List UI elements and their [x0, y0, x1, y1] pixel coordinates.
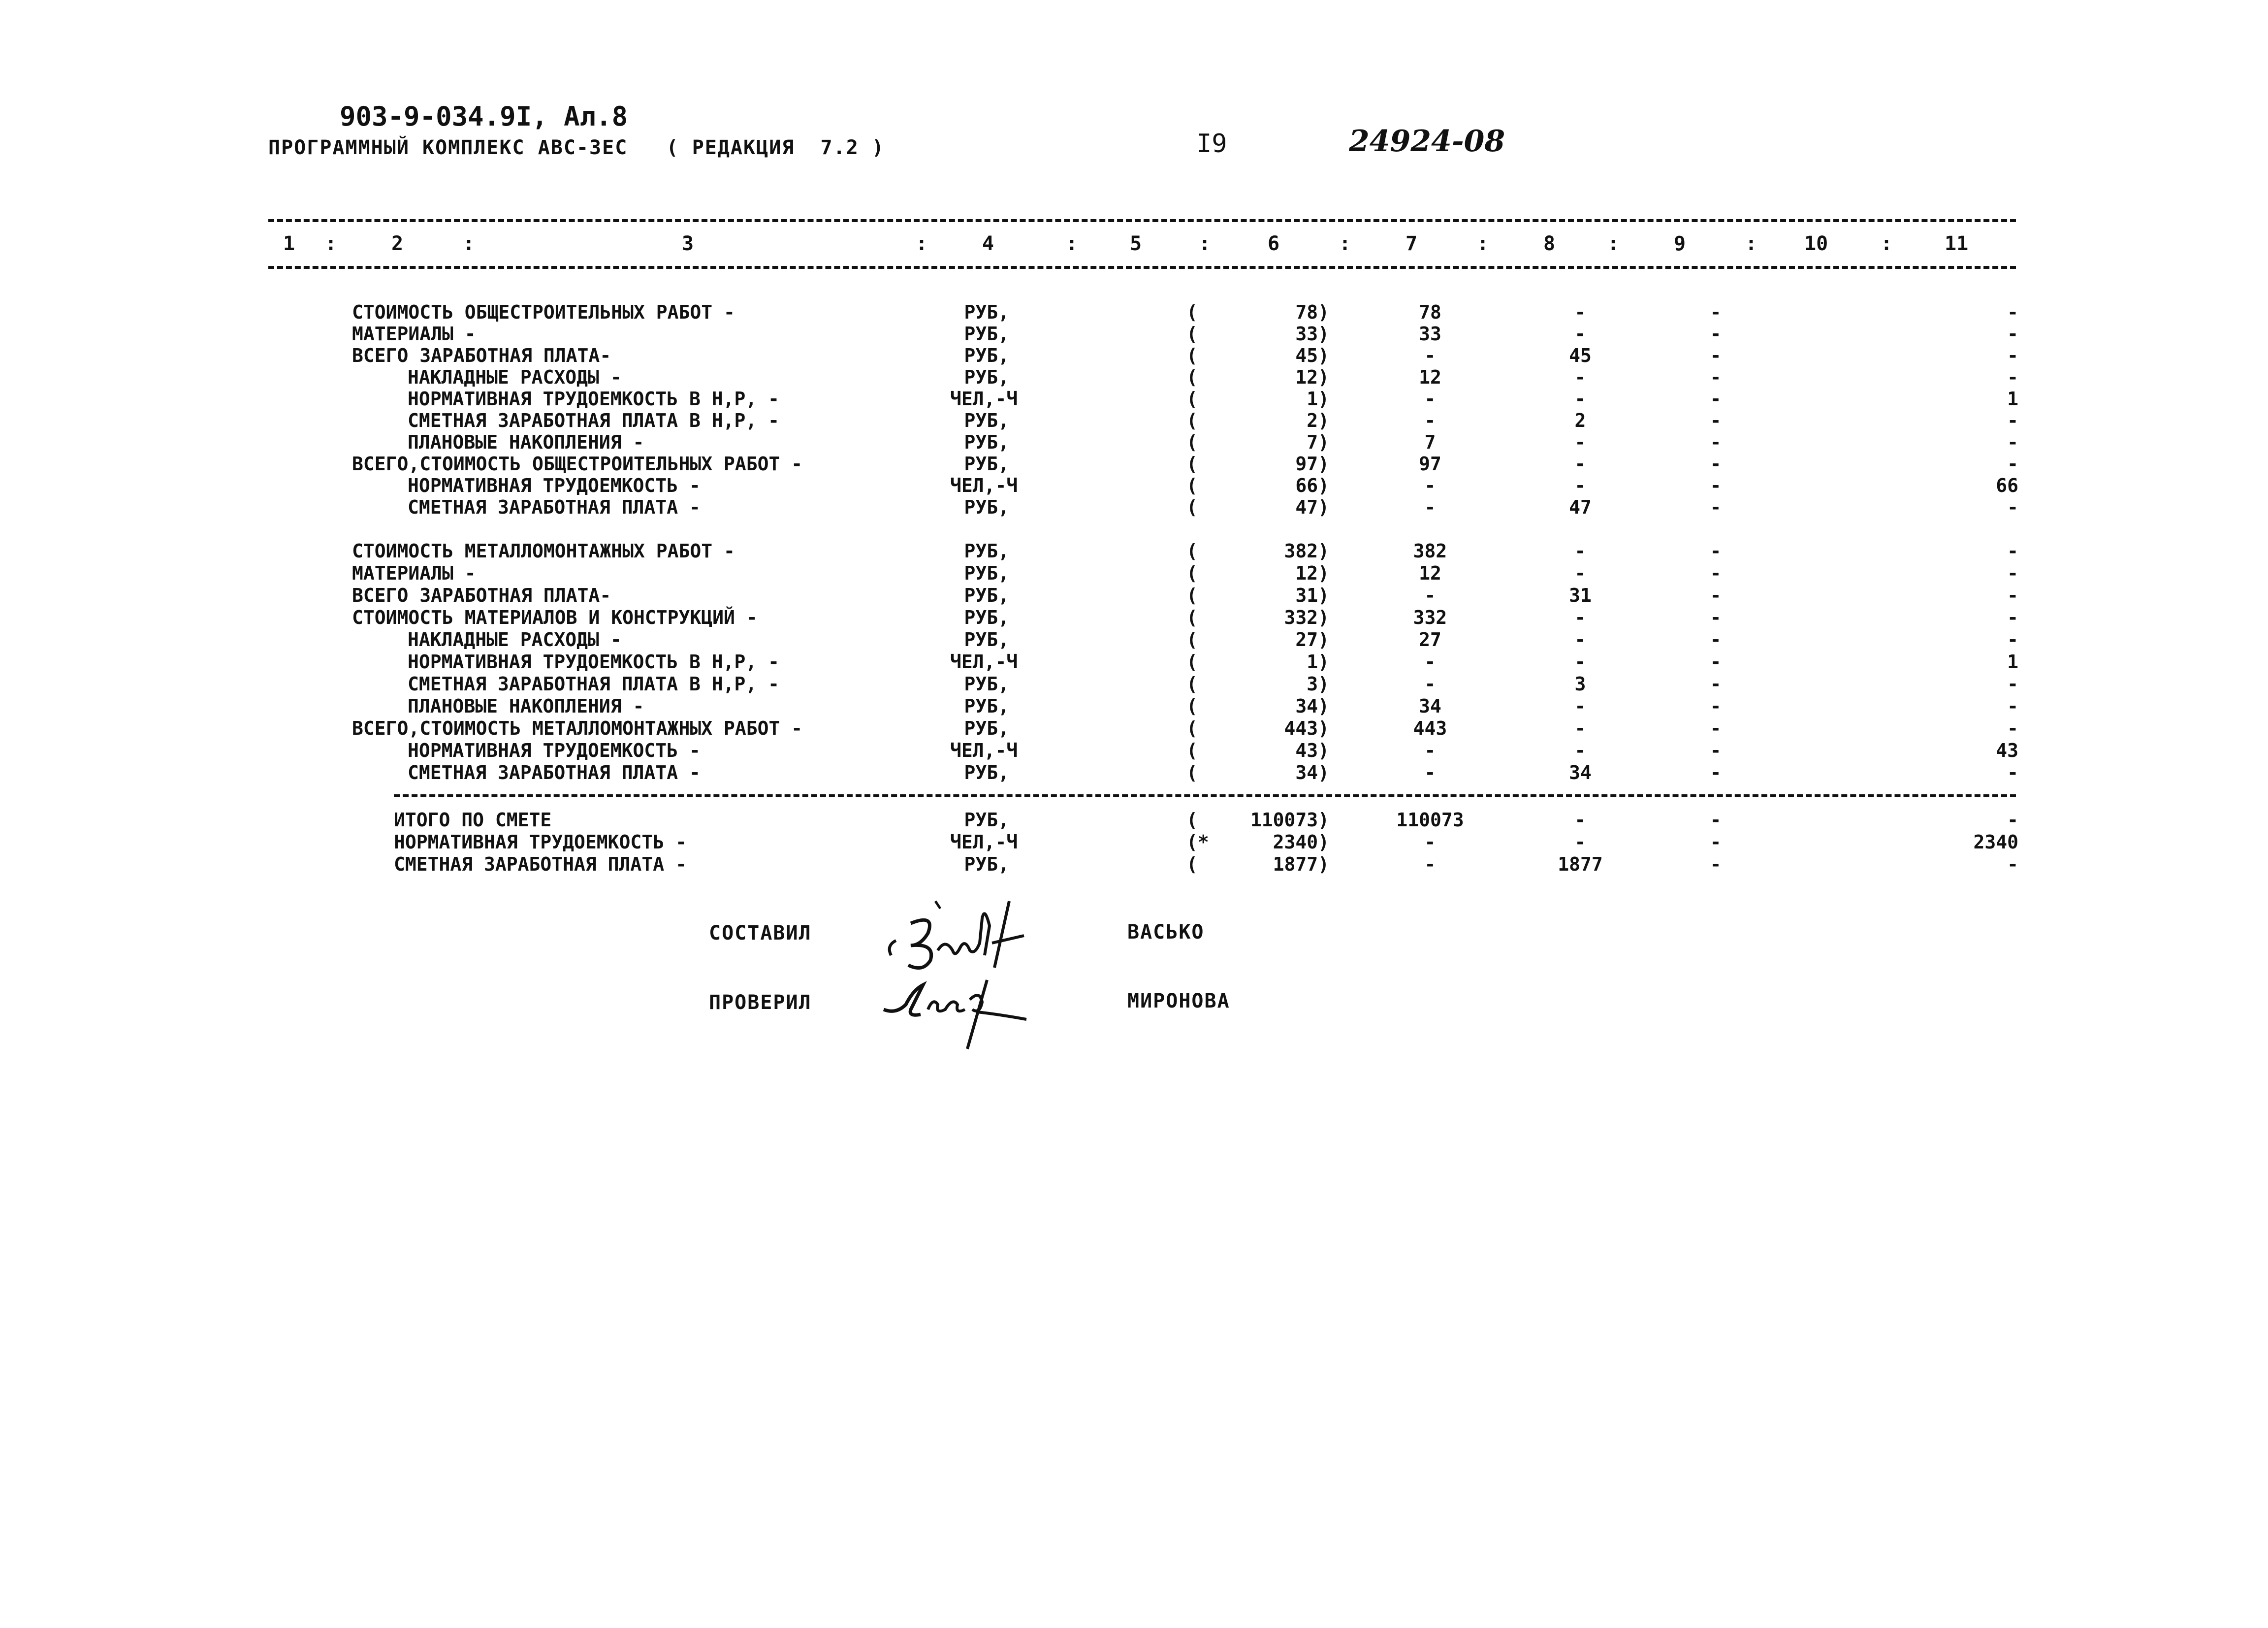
composed-by-label: СОСТАВИЛ	[709, 922, 812, 944]
table-row: НОРМАТИВНАЯ ТРУДОЕМКОСТЬ В Н,Р, - ЧЕЛ,-Ч ( 1) - - - 1	[408, 388, 2018, 410]
column-header: 7	[1406, 232, 1418, 255]
column-header: 3	[682, 232, 694, 255]
table-row: СМЕТНАЯ ЗАРАБОТНАЯ ПЛАТА - РУБ, ( 34) - 34 - -	[408, 762, 2018, 783]
checked-by-label: ПРОВЕРИЛ	[709, 991, 812, 1014]
totals-rule	[394, 794, 2016, 797]
table-row: ПЛАНОВЫЕ НАКОПЛЕНИЯ - РУБ, ( 34) 34 - - -	[408, 695, 2018, 717]
top-rule	[268, 219, 2016, 222]
table-row: ПЛАНОВЫЕ НАКОПЛЕНИЯ - РУБ, ( 7) 7 - - -	[408, 431, 2018, 453]
column-header: 10	[1804, 232, 1828, 255]
table-row: ВСЕГО ЗАРАБОТНАЯ ПЛАТА- РУБ, ( 31) - 31 - -	[352, 585, 2018, 606]
column-header: 11	[1945, 232, 1969, 255]
column-header: 1	[283, 232, 295, 255]
table-row: ВСЕГО,СТОИМОСТЬ ОБЩЕСТРОИТЕЛЬНЫХ РАБОТ - РУБ, ( 97) 97 - - -	[352, 453, 2018, 475]
table-row: МАТЕРИАЛЫ - РУБ, ( 33) 33 - - -	[352, 323, 2018, 345]
table-row: ВСЕГО ЗАРАБОТНАЯ ПЛАТА- РУБ, ( 45) - 45 - -	[352, 345, 2018, 366]
table-row: СТОИМОСТЬ ОБЩЕСТРОИТЕЛЬНЫХ РАБОТ - РУБ, ( 78) 78 - - -	[352, 301, 2018, 323]
handwritten-number: 24924-08	[1349, 124, 1505, 159]
totals-row: НОРМАТИВНАЯ ТРУДОЕМКОСТЬ - ЧЕЛ,-Ч (* 2340) - - - 2340	[394, 831, 2018, 853]
totals-row: ИТОГО ПО СМЕТЕ РУБ, ( 110073) 110073 - - -	[394, 809, 2018, 831]
composed-by-name: ВАСЬКО	[1127, 921, 1205, 944]
table-row: СМЕТНАЯ ЗАРАБОТНАЯ ПЛАТА В Н,Р, - РУБ, ( 3) - 3 - -	[408, 673, 2018, 695]
column-header: 6	[1268, 232, 1280, 255]
table-row: НОРМАТИВНАЯ ТРУДОЕМКОСТЬ - ЧЕЛ,-Ч ( 43) - - - 43	[408, 740, 2018, 761]
program-title: ПРОГРАММНЫЙ КОМПЛЕКС АВС-3ЕС ( РЕДАКЦИЯ 7.2 )	[268, 136, 885, 159]
signature-checked	[881, 975, 1044, 1054]
table-row: НАКЛАДНЫЕ РАСХОДЫ - РУБ, ( 12) 12 - - -	[408, 366, 2018, 388]
table-row: НАКЛАДНЫЕ РАСХОДЫ - РУБ, ( 27) 27 - - -	[408, 629, 2018, 651]
page-number: I9	[1196, 129, 1227, 159]
signature-composed	[881, 896, 1044, 975]
column-header: 4	[982, 232, 994, 255]
table-row: МАТЕРИАЛЫ - РУБ, ( 12) 12 - - -	[352, 562, 2018, 584]
table-row: НОРМАТИВНАЯ ТРУДОЕМКОСТЬ В Н,Р, - ЧЕЛ,-Ч ( 1) - - - 1	[408, 651, 2018, 673]
column-header: 8	[1543, 232, 1556, 255]
table-row: ВСЕГО,СТОИМОСТЬ МЕТАЛЛОМОНТАЖНЫХ РАБОТ - РУБ, ( 443) 443 - - -	[352, 717, 2018, 739]
table-row: СТОИМОСТЬ МЕТАЛЛОМОНТАЖНЫХ РАБОТ - РУБ, ( 382) 382 - - -	[352, 540, 2018, 562]
table-row: НОРМАТИВНАЯ ТРУДОЕМКОСТЬ - ЧЕЛ,-Ч ( 66) - - - 66	[408, 475, 2018, 496]
totals-row: СМЕТНАЯ ЗАРАБОТНАЯ ПЛАТА - РУБ, ( 1877) - 1877 - -	[394, 853, 2018, 875]
column-header: 2	[391, 232, 404, 255]
document-code: 903-9-034.9I, Ал.8	[340, 101, 628, 132]
column-header: 5	[1130, 232, 1142, 255]
checked-by-name: МИРОНОВА	[1127, 990, 1230, 1012]
header-bottom-rule	[268, 266, 2016, 269]
table-row: СТОИМОСТЬ МАТЕРИАЛОВ И КОНСТРУКЦИЙ - РУБ, ( 332) 332 - - -	[352, 607, 2018, 628]
column-header: 9	[1674, 232, 1686, 255]
table-row: СМЕТНАЯ ЗАРАБОТНАЯ ПЛАТА В Н,Р, - РУБ, ( 2) - 2 - -	[408, 410, 2018, 431]
table-row: СМЕТНАЯ ЗАРАБОТНАЯ ПЛАТА - РУБ, ( 47) - 47 - -	[408, 496, 2018, 518]
